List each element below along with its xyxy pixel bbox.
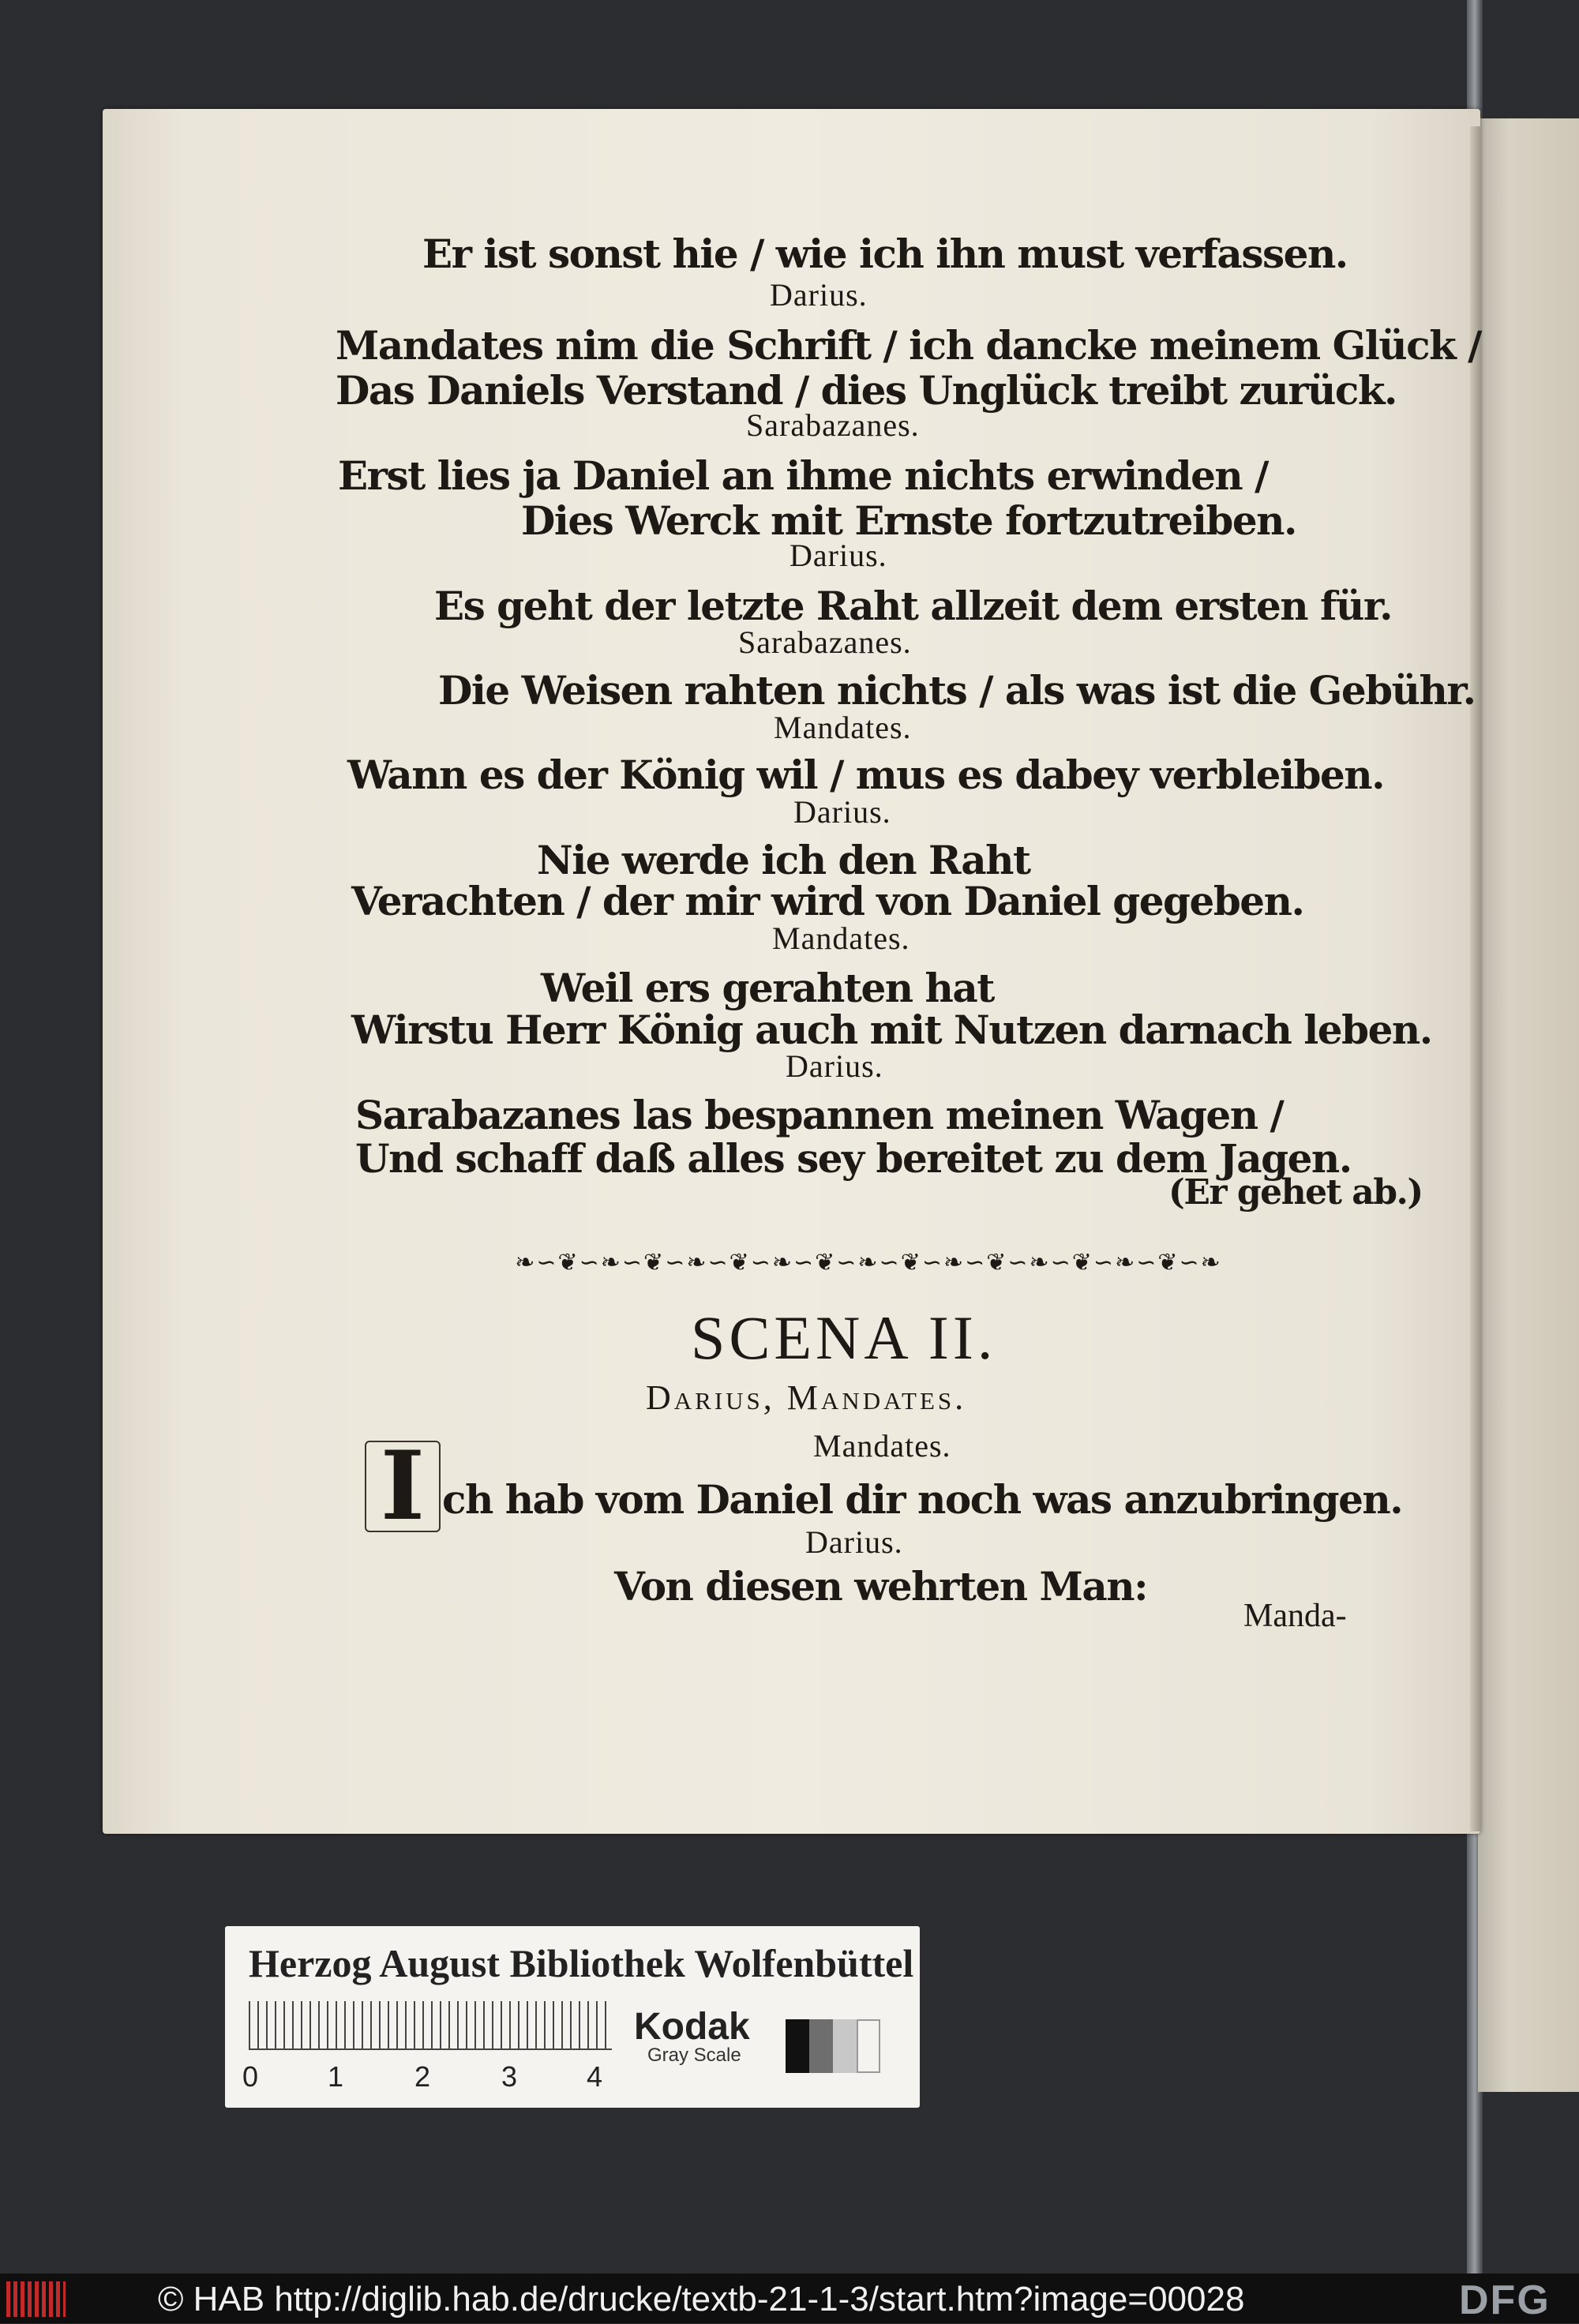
verse-line: Weil ers gerahten hat bbox=[541, 965, 994, 1011]
library-name: Herzog August Bibliothek Wolfenbüttel bbox=[249, 1941, 914, 1985]
verse-line: Nie werde ich den Raht bbox=[537, 837, 1030, 883]
verse-line: Die Weisen rahten nichts / als was ist die Gebühr. bbox=[438, 667, 1476, 714]
catchword: Manda- bbox=[1243, 1598, 1347, 1634]
verse-line: ch hab vom Daniel dir noch was anzubringen. bbox=[442, 1476, 1403, 1523]
dfg-logo: DFG bbox=[1459, 2277, 1551, 2323]
drop-initial: I bbox=[365, 1441, 441, 1532]
verse-line: Wirstu Herr König auch mit Nutzen darnach leben. bbox=[351, 1006, 1432, 1053]
speaker-name: Mandates. bbox=[774, 710, 912, 745]
gray-swatch bbox=[833, 2019, 857, 2073]
ruler-number: 0 bbox=[242, 2060, 259, 2093]
gray-swatch bbox=[857, 2019, 880, 2073]
speaker-name: Mandates. bbox=[772, 920, 910, 956]
verse-line: Und schaff daß alles sey bereitet zu dem Jagen. bbox=[355, 1135, 1352, 1182]
brand-label: Kodak bbox=[634, 2006, 750, 2048]
ruler-number: 2 bbox=[414, 2060, 431, 2093]
gray-swatch bbox=[786, 2019, 809, 2073]
speaker-name: Sarabazanes. bbox=[738, 624, 912, 660]
page-gutter-edge bbox=[1470, 126, 1481, 1831]
verse-line: Erst lies ja Daniel an ihme nichts erwinden / bbox=[338, 452, 1268, 499]
speaker-name: Darius. bbox=[786, 1048, 883, 1084]
verse-line: Er ist sonst hie / wie ich ihn must verfassen. bbox=[422, 231, 1348, 277]
scale-ruler bbox=[249, 2001, 612, 2050]
verse-line: Wann es der König wil / mus es dabey verbleiben. bbox=[347, 752, 1385, 798]
scene-persons: Darius, Mandates. bbox=[646, 1378, 967, 1417]
verse-line: Von diesen wehrten Man: bbox=[614, 1563, 1148, 1610]
verse-line: Es geht der letzte Raht allzeit dem ersten für. bbox=[434, 583, 1393, 629]
verse-line: Mandates nim die Schrift / ich dancke meinem Glück / bbox=[336, 322, 1481, 369]
scene-title: SCENA II. bbox=[691, 1303, 997, 1372]
ruler-number: 3 bbox=[501, 2060, 518, 2093]
speaker-name: Darius. bbox=[790, 538, 887, 573]
verse-line: Das Daniels Verstand / dies Unglück treibt zurück. bbox=[336, 367, 1397, 414]
speaker-name: Sarabazanes. bbox=[746, 407, 920, 443]
speaker-name: Mandates. bbox=[813, 1428, 951, 1464]
hab-logo-icon bbox=[6, 2281, 66, 2317]
verse-line: Verachten / der mir wird von Daniel gegeben. bbox=[351, 878, 1304, 924]
verse-line: Sarabazanes las bespannen meinen Wagen / bbox=[355, 1092, 1284, 1138]
stage-direction: (Er gehet ab.) bbox=[1168, 1172, 1423, 1213]
ornamental-divider: ❧∽❦∽❧∽❦∽❧∽❦∽❧∽❦∽❧∽❦∽❧∽❦∽❧∽❦∽❧∽❦∽❧ bbox=[515, 1249, 1222, 1276]
verse-line: Dies Werck mit Ernste fortzutreiben. bbox=[521, 497, 1296, 544]
ruler-number: 1 bbox=[328, 2060, 344, 2093]
color-calibration-card bbox=[225, 1926, 920, 2108]
speaker-name: Darius. bbox=[770, 277, 868, 313]
ruler-number: 4 bbox=[587, 2060, 603, 2093]
source-url[interactable]: © HAB http://diglib.hab.de/drucke/textb-21-1-3/start.htm?image=00028 bbox=[158, 2280, 1245, 2318]
adjacent-page-strip bbox=[1478, 118, 1579, 2092]
brand-sublabel: Gray Scale bbox=[647, 2045, 741, 2066]
speaker-name: Darius. bbox=[793, 794, 891, 830]
gray-swatch bbox=[809, 2019, 833, 2073]
speaker-name: Darius. bbox=[805, 1524, 903, 1560]
footer-bar bbox=[0, 2273, 1579, 2323]
